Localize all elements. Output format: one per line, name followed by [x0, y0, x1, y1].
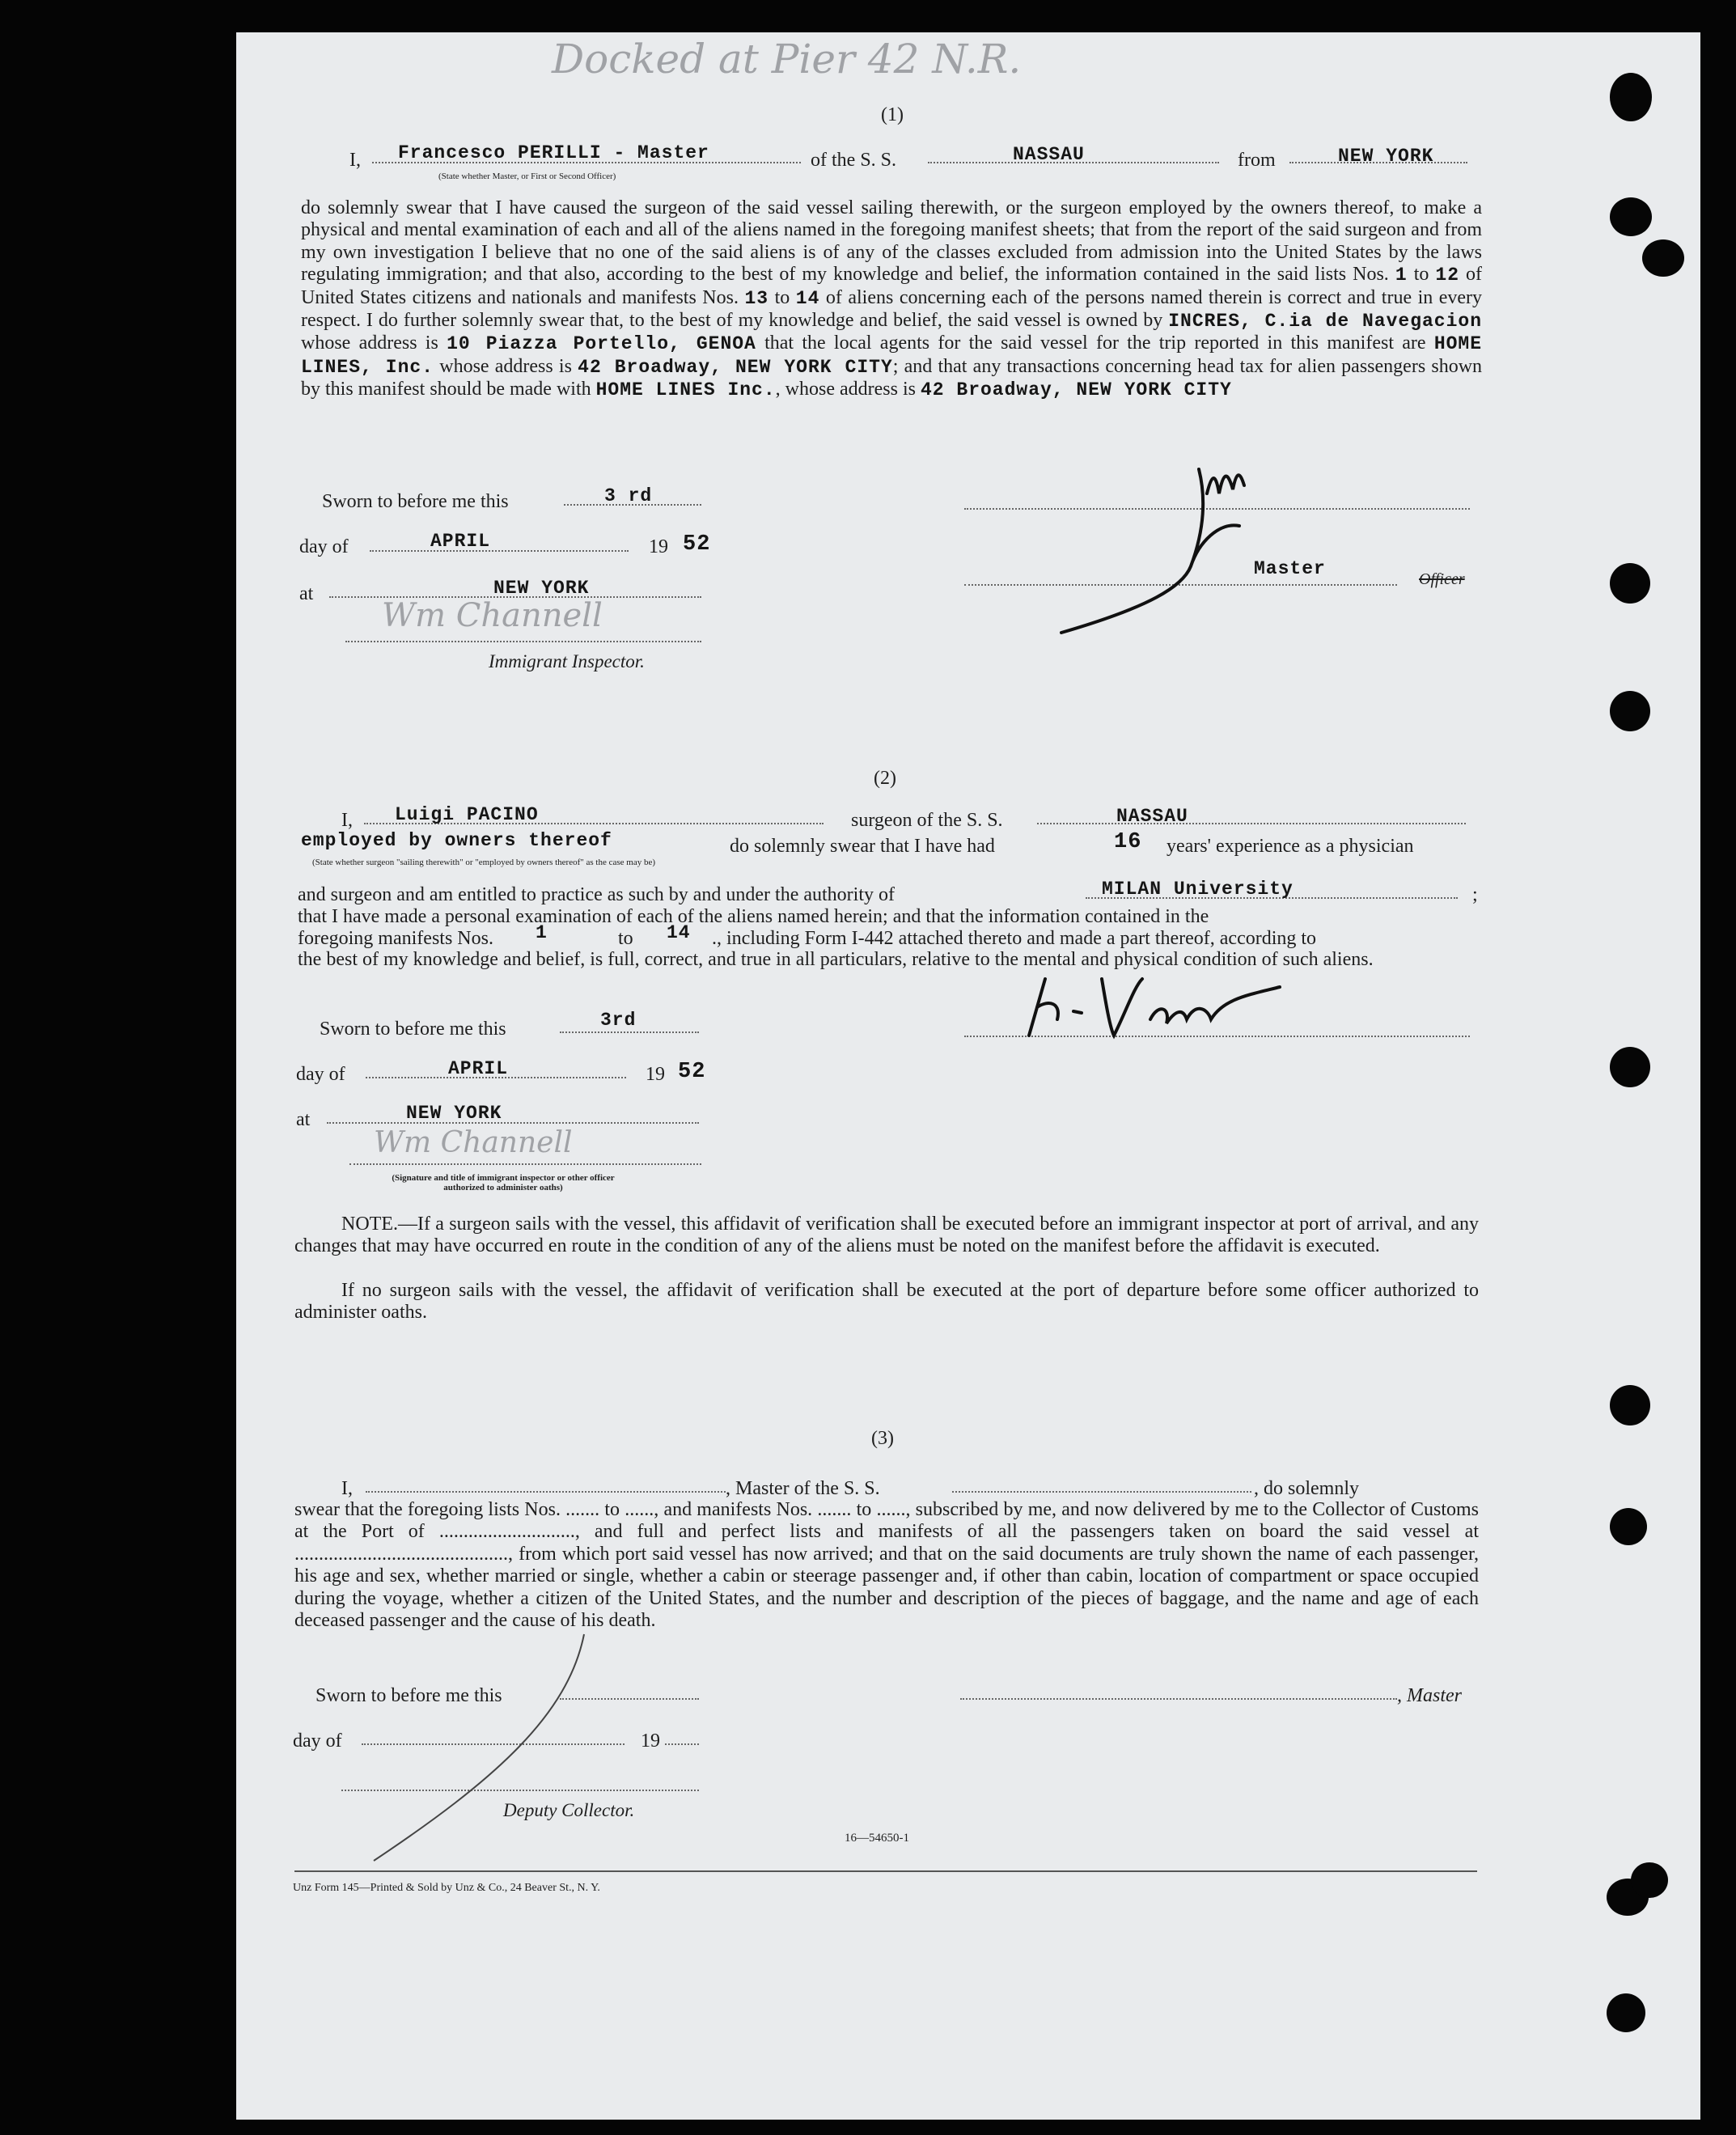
- headtax-address: 42 Broadway, NEW YORK CITY: [920, 379, 1232, 401]
- note-paragraph-1: NOTE.—If a surgeon sails with the vessel, this affidavit of verification shall be executed before an immigrant inspector at port of arrival, and any changes that may have occurred en route in the condition of any of the aliens must be noted on the manifest before the affidavit is executed.: [294, 1214, 1479, 1257]
- sworn-day: 3rd: [600, 1010, 637, 1031]
- sworn-month: APRIL: [430, 531, 491, 552]
- punch-hole: [1610, 1047, 1650, 1087]
- divider: [294, 1870, 1477, 1872]
- punch-hole: [1642, 239, 1684, 277]
- punch-hole: [1607, 1993, 1645, 2032]
- vessel-name: NASSAU: [1013, 144, 1085, 165]
- surgeon-text: and surgeon and am entitled to practice as such by and under the authority of: [298, 884, 895, 905]
- label-solemnly: , do solemnly: [1254, 1478, 1359, 1499]
- master-label: , Master: [1397, 1685, 1462, 1706]
- surgeon-signature: [1013, 963, 1369, 1052]
- state-note: (State whether Master, or First or Second Officer): [438, 172, 616, 181]
- label-of-ss: of the S. S.: [811, 150, 897, 171]
- manifest-from: 1: [536, 922, 548, 943]
- surgeon-text: that I have made a personal examination of each of the aliens named herein; and that the information contained in the: [298, 906, 1209, 927]
- agents-address: 42 Broadway, NEW YORK CITY: [578, 356, 893, 378]
- section-number: (2): [874, 768, 896, 789]
- state-note: (State whether surgeon "sailing therewith" or "employed by owners thereof" as the case may be): [312, 858, 656, 867]
- blank-line: [327, 1122, 699, 1124]
- surgeon-name: Luigi PACINO: [395, 804, 539, 825]
- sworn-year: 52: [683, 532, 711, 557]
- label-day-of: day of: [299, 536, 349, 557]
- inspector-signature: Wm Channell: [382, 597, 603, 634]
- years-experience: 16: [1114, 830, 1142, 854]
- master-label: Master: [1254, 558, 1326, 579]
- punch-hole: [1610, 197, 1652, 236]
- signature-note: (Signature and title of immigrant inspector or other officer authorized to administer oaths): [392, 1173, 615, 1192]
- year-prefix: 19: [646, 1064, 665, 1085]
- label-i: I,: [341, 810, 353, 831]
- handwritten-docking-note: Docked at Pier 42 N.R.: [552, 36, 1022, 83]
- label-day-of: day of: [293, 1730, 342, 1752]
- note-paragraph-2: If no surgeon sails with the vessel, the affidavit of verification shall be executed at the port of departure before some officer authorized to administer oaths.: [294, 1280, 1479, 1324]
- manifest-to: 14: [667, 922, 691, 943]
- year-prefix: 19: [649, 536, 668, 557]
- sworn-day: 3 rd: [604, 485, 653, 506]
- sworn-place: NEW YORK: [406, 1103, 502, 1124]
- punch-hole: [1610, 563, 1650, 604]
- form-code: 16—54650-1: [845, 1832, 909, 1845]
- punch-hole: [1631, 1862, 1668, 1898]
- year-prefix: 19: [641, 1730, 660, 1752]
- punch-hole: [1610, 73, 1652, 121]
- pencil-stroke: [366, 1618, 608, 1877]
- lists-from: 1: [1395, 265, 1408, 286]
- blank-line: [665, 1743, 699, 1745]
- label-years: years' experience as a physician: [1167, 836, 1414, 857]
- punch-hole: [1610, 691, 1650, 731]
- master-name: Francesco PERILLI - Master: [398, 142, 709, 163]
- label-surgeon-of: surgeon of the S. S.: [851, 810, 1003, 831]
- authority: MILAN University: [1102, 879, 1294, 900]
- label-at: at: [299, 583, 314, 604]
- label-from: from: [1238, 150, 1276, 171]
- label-sworn: Sworn to before me this: [322, 491, 509, 512]
- footer-printer: Unz Form 145—Printed & Sold by Unz & Co., 24 Beaver St., N. Y.: [293, 1882, 600, 1894]
- punch-hole: [1610, 1385, 1650, 1425]
- surgeon-text: ., including Form I-442 attached thereto and made a part thereof, according to: [712, 928, 1317, 949]
- surgeon-text: foregoing manifests Nos.: [298, 928, 493, 949]
- officer-label: Officer: [1419, 570, 1465, 588]
- label-i: I,: [349, 150, 361, 171]
- section-number: (3): [871, 1428, 894, 1449]
- inspector-signature: Wm Channell: [374, 1126, 573, 1159]
- headtax-company: HOME LINES Inc.: [595, 379, 776, 401]
- owner-address: 10 Piazza Portello, GENOA: [447, 333, 756, 355]
- document-page: [236, 32, 1700, 2120]
- blank-line: [349, 1163, 701, 1165]
- manifests-from: 13: [744, 287, 769, 309]
- arrival-affidavit-text: swear that the foregoing lists Nos. ....... to ......, and manifests Nos. ....... to ......, subscribed by me, and now delivered by me to the Collector of Customs at the Port of ............................, and full and perfect lists and manifests of all the passengers taken on board the said vessel at ............................................, from which port said vessel has now arrived; and that on the said documents are truly shown the name of each passenger, his age and sex, whether married or single, whether a cabin or steerage passenger and, if other than cabin, location of compartment or space occupied during the voyage, whether a citizen of the United States, and the number and description of the pieces of baggage, and the name and age of each deceased passenger and the cause of his death.: [294, 1499, 1479, 1632]
- vessel-owner: INCRES, C.ia de Navegacion: [1168, 311, 1483, 333]
- lists-to: 12: [1435, 265, 1459, 286]
- surgeon-text: the best of my knowledge and belief, is full, correct, and true in all particulars, relative to the mental and physical condition of such aliens.: [298, 949, 1374, 970]
- deputy-label: Deputy Collector.: [503, 1800, 635, 1820]
- sworn-place: NEW YORK: [493, 578, 590, 599]
- punch-hole: [1610, 1508, 1647, 1545]
- affidavit-text: do solemnly swear that I have caused the surgeon of the said vessel sailing therewith, or the surgeon employed by the owners thereof, to make a physical and mental examination of each and all of the aliens named in the foregoing manifest sheets; that from the report of the said surgeon and from my own investigation I believe that no one of the said aliens is of any of the classes excluded from admission into the United States by the laws regulating immigration; and that also, according to the best of my knowledge and belief, the information contained in the said lists Nos. 1 to 12 of United States citizens and nationals and manifests Nos. 13 to 14 of aliens concerning each of the persons named therein is correct and true in every respect. I do further solemnly swear that, to the best of my knowledge and belief, the said vessel is owned by INCRES, C.ia de Navegacion whose address is 10 Piazza Portello, GENOA that the local agents for the said vessel for the trip reported in this manifest are HOME LINES, Inc. whose address is 42 Broadway, NEW YORK CITY; and that any transactions concerning head tax for alien passengers shown by this manifest should be made with HOME LINES Inc., whose address is 42 Broadway, NEW YORK CITY: [301, 197, 1483, 401]
- sworn-year: 52: [678, 1060, 706, 1084]
- label-master-of: , Master of the S. S.: [726, 1478, 880, 1499]
- section-number: (1): [881, 104, 904, 125]
- label-i: I,: [341, 1478, 353, 1499]
- label-to: to: [618, 928, 633, 949]
- local-agents: HOME LINES, Inc.: [301, 333, 1483, 378]
- label-swear: do solemnly swear that I have had: [730, 836, 995, 857]
- blank-line: [345, 641, 701, 642]
- blank-line: [560, 1031, 699, 1033]
- master-signature: [1045, 445, 1272, 639]
- manifests-to: 14: [795, 287, 820, 309]
- label-at: at: [296, 1109, 311, 1130]
- semicolon: ;: [1472, 884, 1478, 905]
- label-day-of: day of: [296, 1064, 345, 1085]
- inspector-label: Immigrant Inspector.: [489, 651, 645, 671]
- blank-line: [366, 1491, 726, 1493]
- vessel-name: NASSAU: [1116, 806, 1188, 827]
- blank-line: [1037, 823, 1466, 824]
- label-sworn: Sworn to before me this: [315, 1685, 502, 1706]
- blank-line: [960, 1698, 1397, 1700]
- blank-line: [952, 1491, 1251, 1493]
- departure-port: NEW YORK: [1338, 146, 1434, 167]
- employment-status: employed by owners thereof: [301, 830, 612, 851]
- blank-line: [370, 550, 629, 552]
- sworn-month: APRIL: [448, 1058, 509, 1079]
- label-sworn: Sworn to before me this: [320, 1019, 506, 1040]
